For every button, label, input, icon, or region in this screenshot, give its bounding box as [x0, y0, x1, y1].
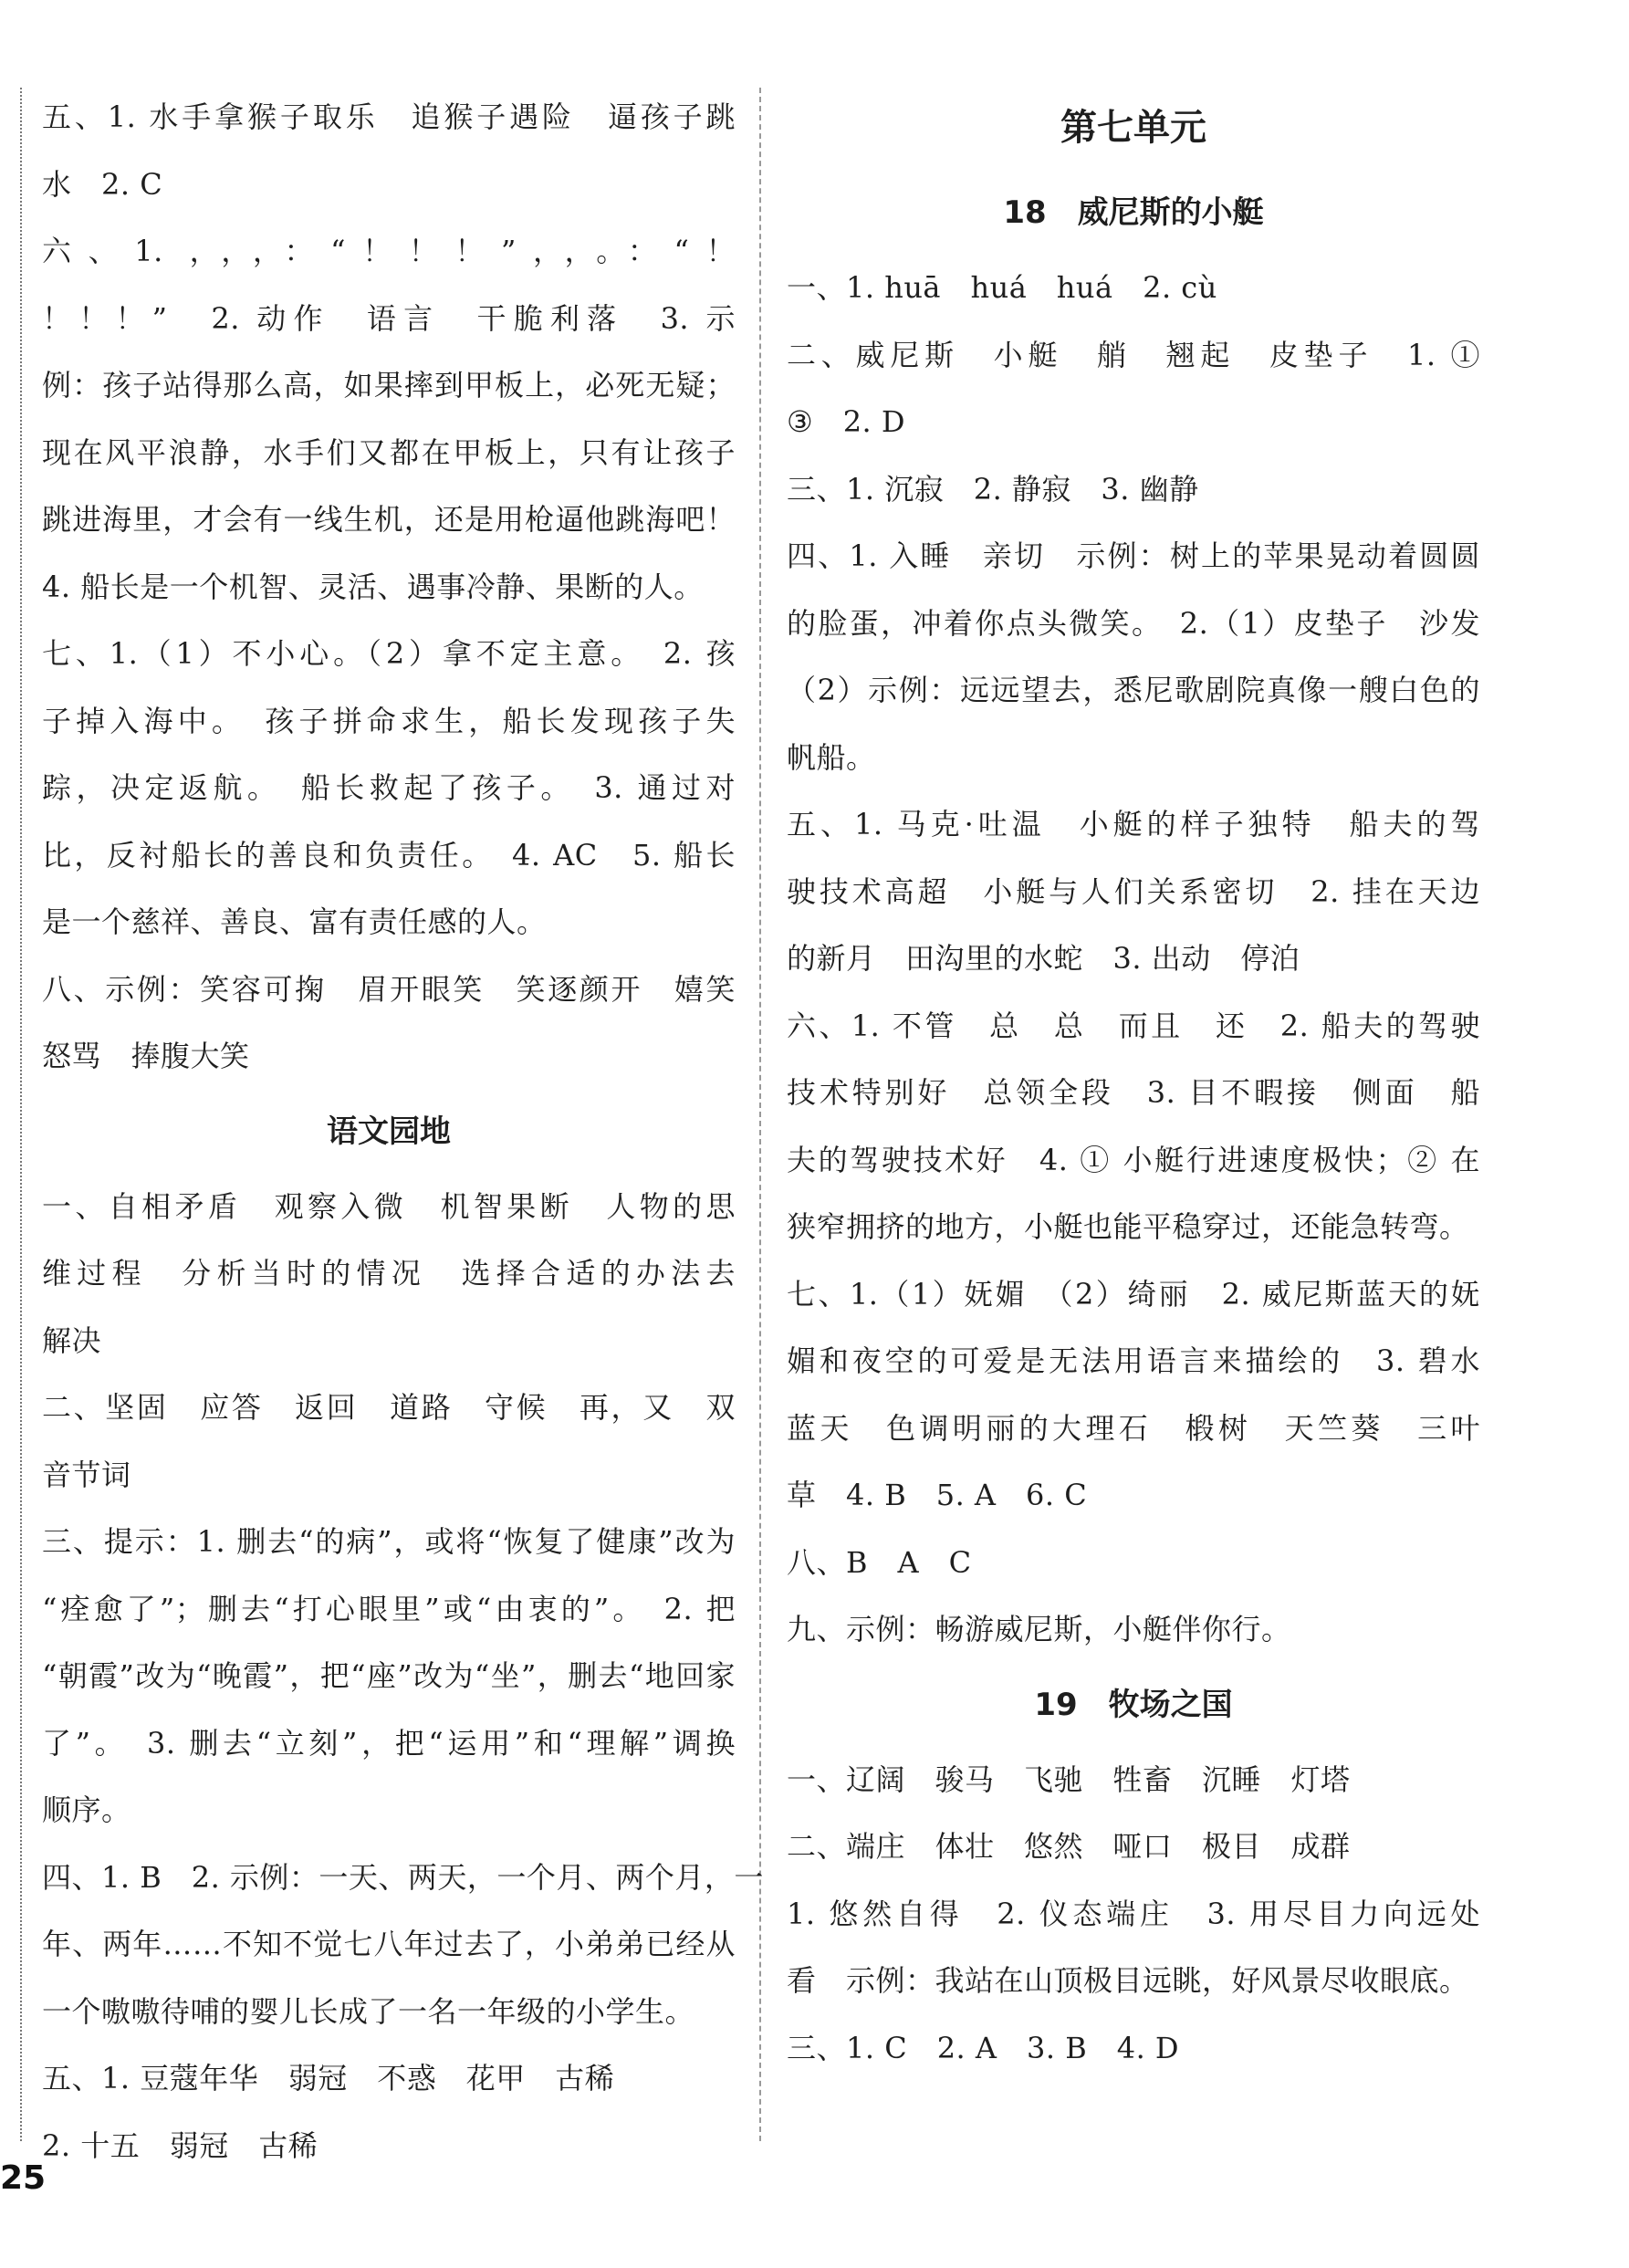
answer-line: 现在风平浪静，水手们又都在甲板上，只有让孩子 [42, 434, 736, 470]
answer-line: 五、1. 马克·吐温 小艇的样子独特 船夫的驾 [787, 807, 1480, 841]
page-number: 25 [0, 2159, 47, 2197]
answer-line: 1. 悠然自得 2. 仪态端庄 3. 用尽目力向远处 [787, 1896, 1480, 1931]
answer-line: 水 2. C [42, 166, 163, 202]
answer-line: 一个嗷嗷待哺的婴儿长成了一名一年级的小学生。 [42, 1993, 695, 2029]
unit-heading: 第七单元 [1060, 107, 1206, 149]
answer-line: 一、自相矛盾 观察入微 机智果断 人物的思 [42, 1188, 736, 1224]
answer-line: 一、1. huā huá huá 2. cù [787, 270, 1217, 305]
yuwen-yuandi-answers-block [42, 1174, 764, 2180]
answer-line: 音节词 [42, 1457, 131, 1492]
answer-line: 五、1. 豆蔻年华 弱冠 不惑 花甲 古稀 [42, 2061, 615, 2096]
answer-line: 例：孩子站得那么高，如果摔到甲板上，必死无疑； [42, 368, 736, 402]
answer-line: 帆船。 [787, 739, 876, 775]
answer-line: 五、1. 水手拿猴子取乐 追猴子遇险 逼孩子跳 [42, 99, 736, 134]
answer-line: 四、1. 入睡 亲切 示例：树上的苹果晃动着圆圆 [787, 538, 1480, 573]
lesson-18-answers-block [787, 255, 1480, 1664]
answer-line: 四、1. B 2. 示例：一天、两天，一个月、两个月，一 [42, 1859, 764, 1895]
right-column [787, 84, 1480, 2082]
answer-line: 三、1. 沉寂 2. 静寂 3. 幽静 [787, 471, 1199, 507]
answer-line: 的脸蛋，冲着你点头微笑。 2.（1）皮垫子 沙发 [787, 605, 1480, 641]
left-column [42, 84, 764, 2179]
answer-line: 三、1. C 2. A 3. B 4. D [787, 2030, 1180, 2065]
answer-line: 二、坚固 应答 返回 道路 守候 再，又 双 [42, 1390, 736, 1425]
answer-line: 媚和夜空的可爱是无法用语言来描绘的 3. 碧水 [787, 1343, 1480, 1378]
answer-line: 维过程 分析当时的情况 选择合适的办法去 [42, 1256, 736, 1291]
lesson-18-heading: 18 威尼斯的小艇 [1003, 194, 1264, 231]
answer-line: 解决 [42, 1322, 102, 1358]
answer-line: 狭窄拥挤的地方，小艇也能平稳穿过，还能急转弯。 [787, 1209, 1469, 1244]
answer-line: 九、示例：畅游威尼斯，小艇伴你行。 [787, 1612, 1291, 1646]
lesson-19-answers-block [787, 1747, 1480, 2083]
answer-line: 踪，决定返航。 船长救起了孩子。 3. 通过对 [42, 770, 736, 805]
answer-line: 六、1. 不管 总 总 而且 还 2. 船夫的驾驶 [787, 1008, 1480, 1043]
answer-line: 七、1.（1）妩媚 （2）绮丽 2. 威尼斯蓝天的妩 [787, 1276, 1480, 1312]
answer-line: ③ 2. D [787, 404, 906, 439]
answer-line: “痊愈了”；删去“打心眼里”或“由衷的”。 2. 把 [42, 1591, 736, 1626]
answer-line: 蓝天 色调明丽的大理石 椴树 天竺葵 三叶 [787, 1410, 1480, 1446]
answer-line: ！！！” 2. 动作 语言 干脆利落 3. 示 [42, 300, 736, 336]
answer-line: 技术特别好 总领全段 3. 目不暇接 侧面 船 [787, 1075, 1480, 1110]
answer-line: 比，反衬船长的善良和负责任。 4. AC 5. 船长 [42, 837, 736, 873]
answer-line: “朝霞”改为“晚霞”，把“座”改为“坐”，删去“地回家 [42, 1658, 736, 1693]
answer-line: 了”。 3. 删去“立刻”，把“运用”和“理解”调换 [42, 1725, 736, 1761]
answer-line: 六、1. ，，，：“！！！”，，。：“！ [42, 234, 736, 268]
answer-line: 二、端庄 体壮 悠然 哑口 极目 成群 [787, 1829, 1351, 1864]
answer-line: 4. 船长是一个机智、灵活、遇事冷静、果断的人。 [42, 569, 704, 604]
answer-line: 子掉入海中。 孩子拼命求生，船长发现孩子失 [42, 703, 736, 738]
left-answers-block [42, 84, 736, 1091]
left-margin-rule [20, 88, 22, 2141]
answer-line: 2. 十五 弱冠 古稀 [42, 2127, 318, 2163]
answer-line: 跳进海里，才会有一线生机，还是用枪逼他跳海吧！ [42, 502, 736, 537]
answer-line: 的新月 田沟里的水蛇 3. 出动 停泊 [787, 941, 1300, 976]
answer-line: （2）示例：远远望去，悉尼歌剧院真像一艘白色的 [787, 673, 1480, 707]
column-divider [759, 88, 761, 2141]
lesson-19-heading: 19 牧场之国 [1034, 1686, 1233, 1723]
answer-line: 怒骂 捧腹大笑 [42, 1039, 250, 1073]
answer-line: 夫的驾驶技术好 4. ① 小艇行进速度极快；② 在 [787, 1142, 1480, 1177]
answer-line: 顺序。 [42, 1792, 131, 1827]
answer-line: 七、1.（1）不小心。（2）拿不定主意。 2. 孩 [42, 636, 736, 671]
answer-line: 三、提示：1. 删去“的病”，或将“恢复了健康”改为 [42, 1524, 736, 1559]
answer-line: 驶技术高超 小艇与人们关系密切 2. 挂在天边 [787, 873, 1480, 909]
answer-line: 是一个慈祥、善良、富有责任感的人。 [42, 904, 547, 939]
answer-line: 草 4. B 5. A 6. C [787, 1478, 1088, 1512]
section-heading-yuwen-yuandi: 语文园地 [327, 1113, 451, 1150]
answer-line: 年、两年……不知不觉七八年过去了，小弟弟已经从 [42, 1927, 736, 1961]
answer-line: 八、B A C [787, 1544, 972, 1580]
answer-line: 一、辽阔 骏马 飞驰 牲畜 沉睡 灯塔 [787, 1761, 1351, 1797]
answer-line: 看 示例：我站在山顶极目远眺，好风景尽收眼底。 [787, 1963, 1469, 1998]
answer-line: 二、威尼斯 小艇 艄 翘起 皮垫子 1. ① [787, 337, 1480, 372]
answer-line: 八、示例：笑容可掬 眉开眼笑 笑逐颜开 嬉笑 [42, 971, 736, 1007]
